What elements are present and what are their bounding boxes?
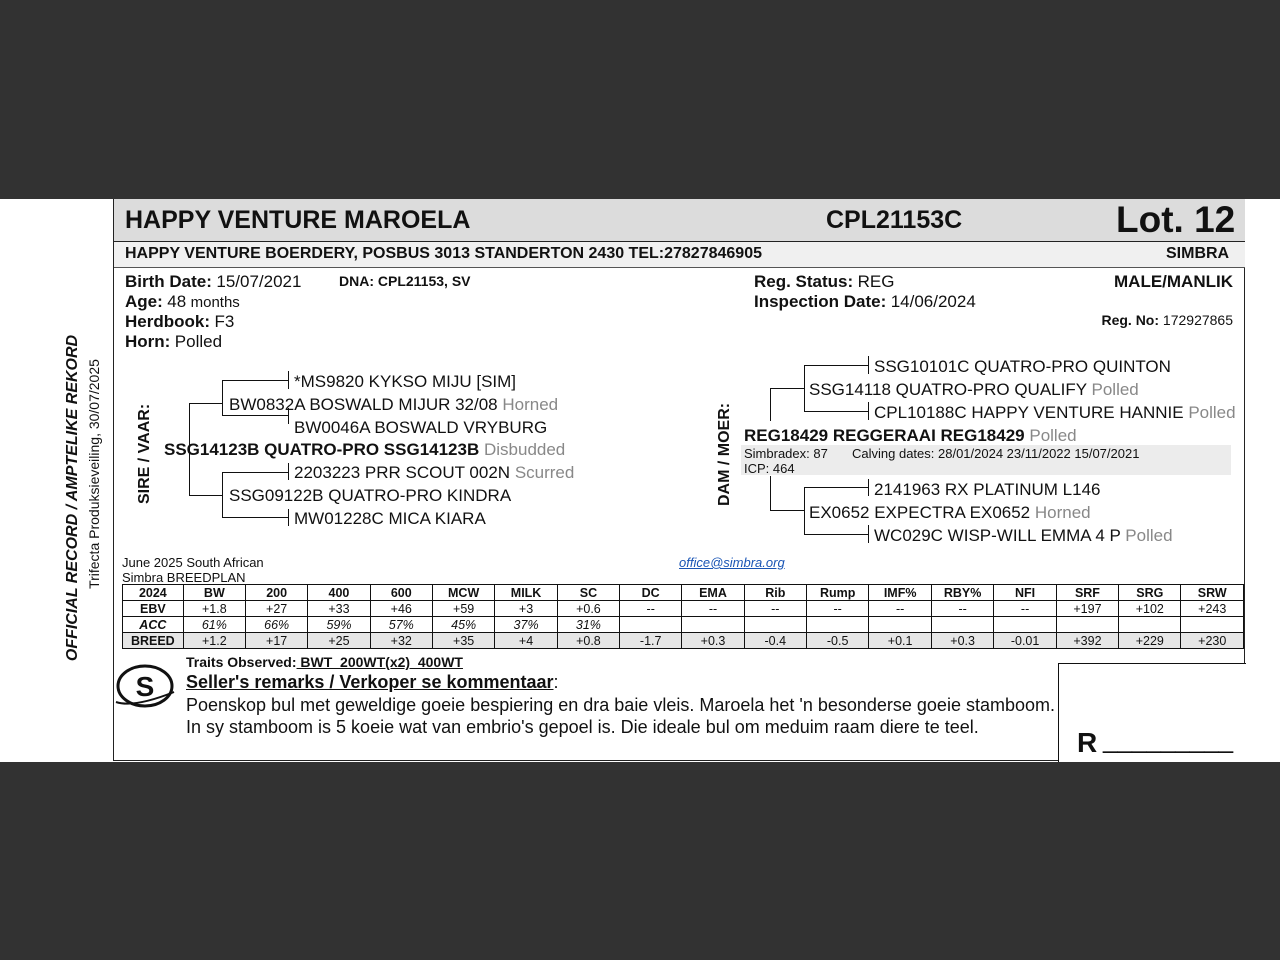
lot-number: Lot. 12 [1116,199,1236,240]
ebv-cell: +1.8 [183,601,245,617]
breedplan-line1: June 2025 South African [122,555,264,570]
ebv-table [122,584,1244,649]
acc-cell: 66% [246,617,308,633]
header-cell: DC [620,585,682,601]
sire-sire-sire: *MS9820 KYKSO MIJU [SIM] [294,372,517,391]
ebv-cell: +3 [495,601,557,617]
icp: ICP: 464 [744,461,795,476]
breed-cell: +392 [1056,633,1118,649]
ebv-cell: +102 [1119,601,1181,617]
sire-label: SIRE / VAAR: [136,403,153,504]
breed-cell: -1.7 [620,633,682,649]
header-cell: SC [557,585,619,601]
header-cell: 2024 [123,585,184,601]
price-currency: R [1077,727,1098,758]
acc-cell [744,617,806,633]
header-cell: RBY% [931,585,994,601]
breed-cell: +17 [246,633,308,649]
ebv-cell: +197 [1056,601,1118,617]
title-bar [114,199,1245,242]
acc-cell: ACC [123,617,184,633]
ebv-cell: -- [806,601,869,617]
age: Age: 48 months [125,292,240,311]
breed-cell: +32 [370,633,432,649]
animal-id: CPL21153C [826,206,963,234]
breed-cell: +0.3 [682,633,744,649]
simbradex: Simbradex: 87 [744,446,828,461]
header-cell: MCW [432,585,494,601]
price-blank[interactable]: _________ [1103,724,1234,754]
breed-cell: +35 [432,633,494,649]
acc-cell [682,617,744,633]
acc-cell: 59% [308,617,370,633]
ebv-cell: +33 [308,601,370,617]
ebv-cell: -- [869,601,931,617]
sire-dam: SSG09122B QUATRO-PRO KINDRA [229,486,512,505]
header-cell: 600 [370,585,432,601]
ebv-cell: -- [931,601,994,617]
ebv-cell: -- [994,601,1056,617]
ebv-cell: +0.6 [557,601,619,617]
remarks-text: Poenskop bul met geweldige goeie bespiering en dra baie vleis. Maroela het 'n besonderse goeie stamboom. In sy stamboom is 5 koeie wat van embrio's gepoel is. Die ideale bul om meduim raam diere te teel. [186,695,1055,737]
animal-name: HAPPY VENTURE MAROELA [125,206,471,234]
breed-cell: -0.01 [994,633,1056,649]
dam-sire: SSG14118 QUATRO-PRO QUALIFY Polled [809,380,1139,399]
acc-cell [806,617,869,633]
dam-sire-sire: SSG10101C QUATRO-PRO QUINTON [874,357,1171,376]
ebv-cell: -- [682,601,744,617]
ebv-cell: +46 [370,601,432,617]
acc-cell [1181,617,1244,633]
sex: MALE/MANLIK [1114,272,1233,291]
auction-label: Trifecta Produksieveiling, 30/07/2025 [86,359,102,589]
sire-dam-dam: MW01228C MICA KIARA [294,509,486,528]
dam-label: DAM / MOER: [716,402,733,506]
official-record-label: OFFICIAL RECORD / AMPTELIKE REKORD [64,334,81,662]
breed-row [123,633,1244,649]
header-cell: 200 [246,585,308,601]
sire-sire-dam: BW0046A BOSWALD VRYBURG [294,418,548,437]
birth-date: Birth Date: 15/07/2021 [125,272,302,291]
breedplan-line2: Simbra BREEDPLAN [122,570,246,585]
acc-row [123,617,1244,633]
breeder-info: HAPPY VENTURE BOERDERY, POSBUS 3013 STANDERTON 2430 TEL:27827846905 [125,245,762,262]
acc-cell [1119,617,1181,633]
acc-cell [869,617,931,633]
acc-cell: 37% [495,617,557,633]
ebv-cell: +27 [246,601,308,617]
reg-number: Reg. No: 172927865 [1101,312,1233,328]
sale-sheet [0,199,1280,762]
sire-sire: BW0832A BOSWALD MIJUR 32/08 Horned [229,395,559,414]
header-cell: SRF [1056,585,1118,601]
dam-dam: EX0652 EXPECTRA EX0652 Horned [809,503,1091,522]
email-link[interactable]: office@simbra.org [679,555,785,570]
breed-cell: BREED [123,633,184,649]
calving-dates: Calving dates: 28/01/2024 23/11/2022 15/07/2021 [852,446,1140,461]
breed-cell: +4 [495,633,557,649]
acc-cell: 31% [557,617,619,633]
breeder-bar [114,242,1245,268]
sire-name: SSG14123B QUATRO-PRO SSG14123B Disbudded [164,440,566,459]
breed-cell: +0.1 [869,633,931,649]
header-cell: SRG [1119,585,1181,601]
acc-cell: 57% [370,617,432,633]
lot-card [113,199,1245,761]
acc-cell [620,617,682,633]
breed-cell: +1.2 [183,633,245,649]
dam-sire-dam: CPL10188C HAPPY VENTURE HANNIE Polled [874,403,1236,422]
ebv-cell: -- [620,601,682,617]
ebv-cell: EBV [123,601,184,617]
dam-name: REG18429 REGGERAAI REG18429 Polled [744,426,1077,445]
breed-cell: +0.3 [931,633,994,649]
ebv-row [123,601,1244,617]
sire-dam-sire: 2203223 PRR SCOUT 002N Scurred [294,463,575,482]
header-cell: EMA [682,585,744,601]
remarks-title: Seller's remarks / Verkoper se kommentaar: [186,672,559,692]
reg-status: Reg. Status: REG [754,272,895,291]
acc-cell: 45% [432,617,494,633]
acc-cell [994,617,1056,633]
breed-name: SIMBRA [1166,245,1230,262]
header-cell: IMF% [869,585,931,601]
header-cell: Rump [806,585,869,601]
breed-cell: +230 [1181,633,1244,649]
header-cell: NFI [994,585,1056,601]
table-header-row [123,585,1244,601]
dam-dam-dam: WC029C WISP-WILL EMMA 4 P Polled [874,526,1173,545]
dam-dam-sire: 2141963 RX PLATINUM L146 [874,480,1101,499]
header-cell: Rib [744,585,806,601]
svg-text:S: S [135,671,155,702]
header-cell: 400 [308,585,370,601]
price-box[interactable] [1058,663,1246,762]
ebv-cell: -- [744,601,806,617]
header-cell: BW [183,585,245,601]
inspection-date: Inspection Date: 14/06/2024 [754,292,976,311]
traits-observed: Traits Observed: BWT 200WT(x2) 400WT [186,654,463,670]
dna-info: DNA: CPL21153, SV [339,273,471,289]
acc-cell [1056,617,1118,633]
breed-cell: +25 [308,633,370,649]
breed-cell: +0.8 [557,633,619,649]
breed-cell: -0.4 [744,633,806,649]
breed-cell: -0.5 [806,633,869,649]
header-cell: SRW [1181,585,1244,601]
acc-cell [931,617,994,633]
ebv-cell: +243 [1181,601,1244,617]
acc-cell: 61% [183,617,245,633]
breed-cell: +229 [1119,633,1181,649]
herdbook: Herdbook: F3 [125,312,235,331]
simbra-logo-icon [114,662,176,712]
ebv-cell: +59 [432,601,494,617]
horn-status: Horn: Polled [125,332,223,351]
header-cell: MILK [495,585,557,601]
